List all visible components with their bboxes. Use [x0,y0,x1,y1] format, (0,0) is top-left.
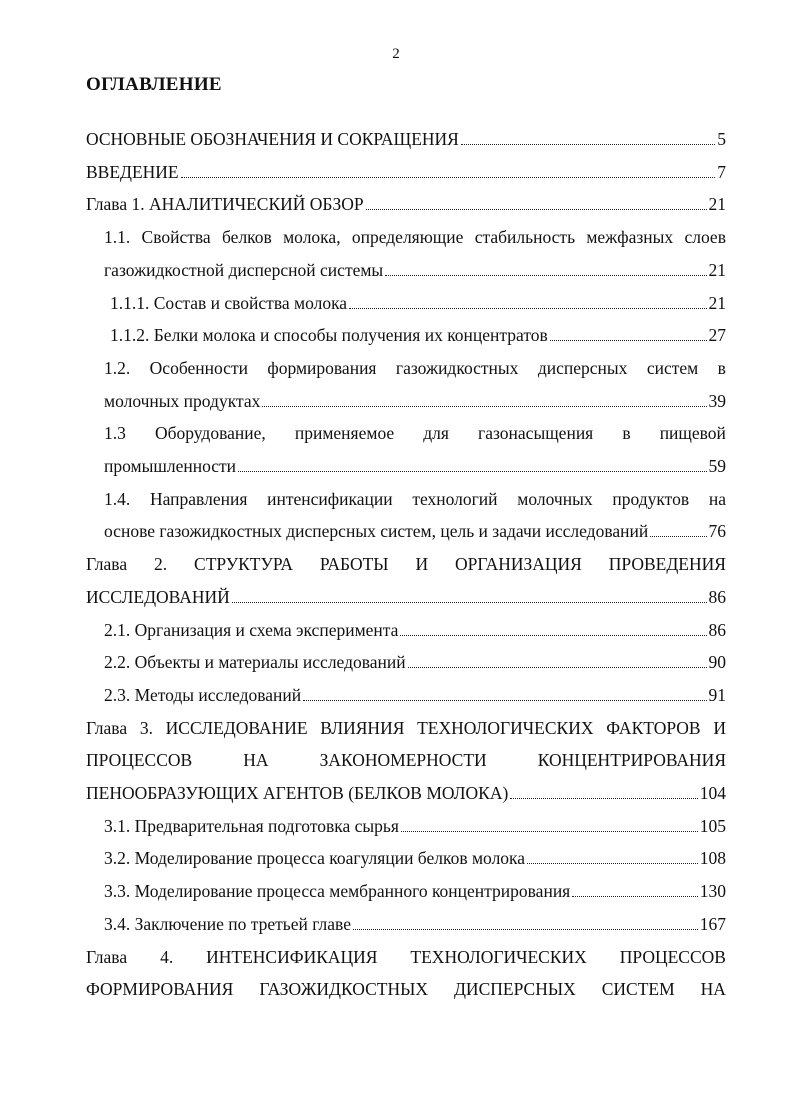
toc-entry-text: газожидкостной дисперсной системы [104,259,384,280]
dot-leader [349,307,706,309]
toc-entry[interactable] [104,903,726,935]
dot-leader [262,405,706,407]
toc-word: КОНЦЕНТРИРОВАНИЯ [537,750,726,771]
toc-word: ИНТЕНСИФИКАЦИЯ [206,946,378,967]
toc-page-number: 108 [699,848,726,869]
dot-leader [572,895,698,897]
toc-word: Оборудование, [154,423,266,444]
toc-entry-text: молочных продуктах [104,390,261,411]
toc-entry-text: основе газожидкостных дисперсных систем, цель и задачи исследований [104,521,649,542]
toc-entry[interactable] [104,249,726,281]
toc-word: Глава [86,554,128,575]
toc-word: ПРОЦЕССОВ [86,750,193,771]
toc-entry[interactable] [104,641,726,673]
toc-word: ФАКТОРОВ [606,717,701,738]
toc-page-number: 39 [708,390,726,411]
toc-entry[interactable] [110,314,726,346]
toc-page-number: 91 [708,684,726,705]
toc-word: ТЕХНОЛОГИЧЕСКИХ [417,717,594,738]
toc-entry-text: ИССЛЕДОВАНИЙ [86,586,230,607]
toc-word: Свойства [141,227,211,248]
toc-word: 1.3 [104,423,126,444]
toc-page-number: 21 [708,259,726,280]
toc-entry-line[interactable] [86,707,726,739]
toc-page-number: 59 [708,456,726,476]
toc-entry-text: ПЕНООБРАЗУЮЩИХ АГЕНТОВ (БЕЛКОВ МОЛОКА) [86,783,509,803]
toc-page-number: 86 [708,586,726,607]
toc-entry-line[interactable] [86,739,726,771]
toc-word: ДИСПЕРСНЫХ [454,979,576,1000]
dot-leader [550,339,707,341]
toc-word: 4. [160,946,174,967]
toc-entry-text: 3.3. Моделирование процесса мембранного концентрирования [104,881,571,902]
toc-page-number: 76 [708,521,726,542]
toc-entry[interactable] [86,576,726,608]
toc-word: ФОРМИРОВАНИЯ [86,979,234,1000]
toc-word: продуктов [612,488,690,509]
toc-word: молочных [517,488,593,509]
dot-leader [408,666,707,668]
toc-word: пищевой [659,423,726,444]
toc-page-number: 90 [708,652,726,673]
toc-word: ВЛИЯНИЯ [320,717,405,738]
toc-entry[interactable] [104,445,726,477]
toc-page-number: 167 [699,913,726,934]
toc-word: молока, [283,227,341,248]
dot-leader [366,208,707,210]
toc-word: дисперсных [537,357,628,378]
toc-entry-text: 2.2. Объекты и материалы исследований [104,652,406,673]
toc-word: применяемое [294,423,395,444]
toc-word: И [415,554,429,575]
toc-word: 2. [154,554,168,575]
toc-word: 3. [139,717,153,738]
toc-word: газожидкостных [395,357,519,378]
toc-entry[interactable] [104,380,726,412]
toc-entry-text: 1.1.2. Белки молока и способы получения их концентратов [110,325,548,346]
toc-word: Глава [86,717,128,738]
toc-entry[interactable] [104,870,726,902]
toc-entry[interactable] [104,674,726,706]
toc-entry-text: 3.1. Предварительная подготовка сырья [104,815,399,836]
toc-entry[interactable] [104,510,726,542]
dot-leader [510,797,697,799]
toc-word: белков [222,227,272,248]
toc-entry[interactable] [86,183,726,215]
toc-page-number: 7 [717,161,726,182]
toc-word: ПРОЦЕССОВ [619,946,726,967]
toc-word: ИССЛЕДОВАНИЕ [165,717,308,738]
toc-word: 1.2. [104,357,131,378]
toc-word: ТЕХНОЛОГИЧЕСКИХ [410,946,587,967]
toc-word: в [622,423,631,444]
dot-leader [181,176,716,178]
toc-word: формирования [267,357,377,378]
toc-entry-text: ВВЕДЕНИЕ [86,161,179,182]
toc-word: НА [243,750,269,771]
toc-word: в [717,357,726,378]
toc-entry[interactable] [104,805,726,837]
toc-entry-line[interactable] [104,412,726,444]
toc-word: систем [646,357,699,378]
toc-entry-line[interactable] [86,543,726,575]
toc-entry-line[interactable] [104,347,726,379]
toc-entry[interactable] [104,609,726,641]
dot-leader [232,601,707,603]
toc-entry[interactable] [86,772,726,804]
toc-word: СИСТЕМ [601,979,675,1000]
toc-word: интенсификации [267,488,393,509]
toc-word: Особенности [149,357,248,378]
toc-word: ЗАКОНОМЕРНОСТИ [319,750,487,771]
toc-word: стабильность [474,227,576,248]
toc-entry-line[interactable] [86,968,726,1000]
dot-leader [401,830,698,832]
toc-entry-text: ОСНОВНЫЕ ОБОЗНАЧЕНИЯ И СОКРАЩЕНИЯ [86,129,459,149]
toc-word: 1.1. [104,227,131,248]
toc-entry[interactable] [110,282,726,314]
toc-word: СТРУКТУРА [194,554,293,575]
toc-entry-line[interactable] [104,478,726,510]
dot-leader [461,143,715,145]
toc-entry-text: 2.3. Методы исследований [104,684,302,705]
toc-entry-text: 3.2. Моделирование процесса коагуляции белков молока [104,848,526,869]
toc-word: РАБОТЫ [319,554,389,575]
toc-page-number: 86 [708,619,726,640]
toc-word: технологий [412,488,498,509]
toc-title: ОГЛАВЛЕНИЕ [86,74,222,95]
dot-leader [303,699,706,701]
toc-page-number: 21 [708,194,726,215]
toc-word: НА [700,979,726,1000]
toc-page-number: 21 [708,292,726,313]
toc-word: на [708,488,726,509]
toc-word: газонасыщения [478,423,594,444]
toc-word: ГАЗОЖИДКОСТНЫХ [259,979,428,1000]
toc-page-number: 27 [708,325,726,346]
toc-page-number: 130 [699,881,726,902]
toc-entry-text: 3.4. Заключение по третьей главе [104,913,351,934]
toc-word: 1.4. [104,488,131,509]
toc-entry-text: 2.1. Организация и схема эксперимента [104,619,399,640]
toc-entry-text: Глава 1. АНАЛИТИЧЕСКИЙ ОБЗОР [86,194,364,215]
toc-word: Глава [86,946,128,967]
toc-word: ОРГАНИЗАЦИЯ [455,554,582,575]
dot-leader [400,634,706,636]
toc-entry-text: 1.1.1. Состав и свойства молока [110,292,348,313]
dot-leader [238,470,706,472]
toc-entry[interactable] [86,151,726,183]
toc-word: определяющие [351,227,464,248]
toc-word: слоев [684,227,726,248]
toc-word: ПРОВЕДЕНИЯ [608,554,726,575]
toc-word: И [713,717,726,738]
toc-word: для [423,423,449,444]
page-number: 2 [392,46,400,62]
dot-leader [527,862,698,864]
toc-page-number: 5 [717,129,726,149]
toc-word: Направления [150,488,248,509]
dot-leader [385,274,706,276]
toc-entry-text: промышленности [104,456,237,476]
dot-leader [650,535,706,537]
toc-entry-line[interactable] [104,216,726,248]
dot-leader [353,928,698,930]
toc-word: межфазных [586,227,674,248]
toc-entry-line[interactable] [86,936,726,968]
toc-page-number: 104 [699,783,726,803]
toc-entry[interactable] [104,837,726,869]
toc-page-number: 105 [699,815,726,836]
toc-entry[interactable] [86,118,726,150]
